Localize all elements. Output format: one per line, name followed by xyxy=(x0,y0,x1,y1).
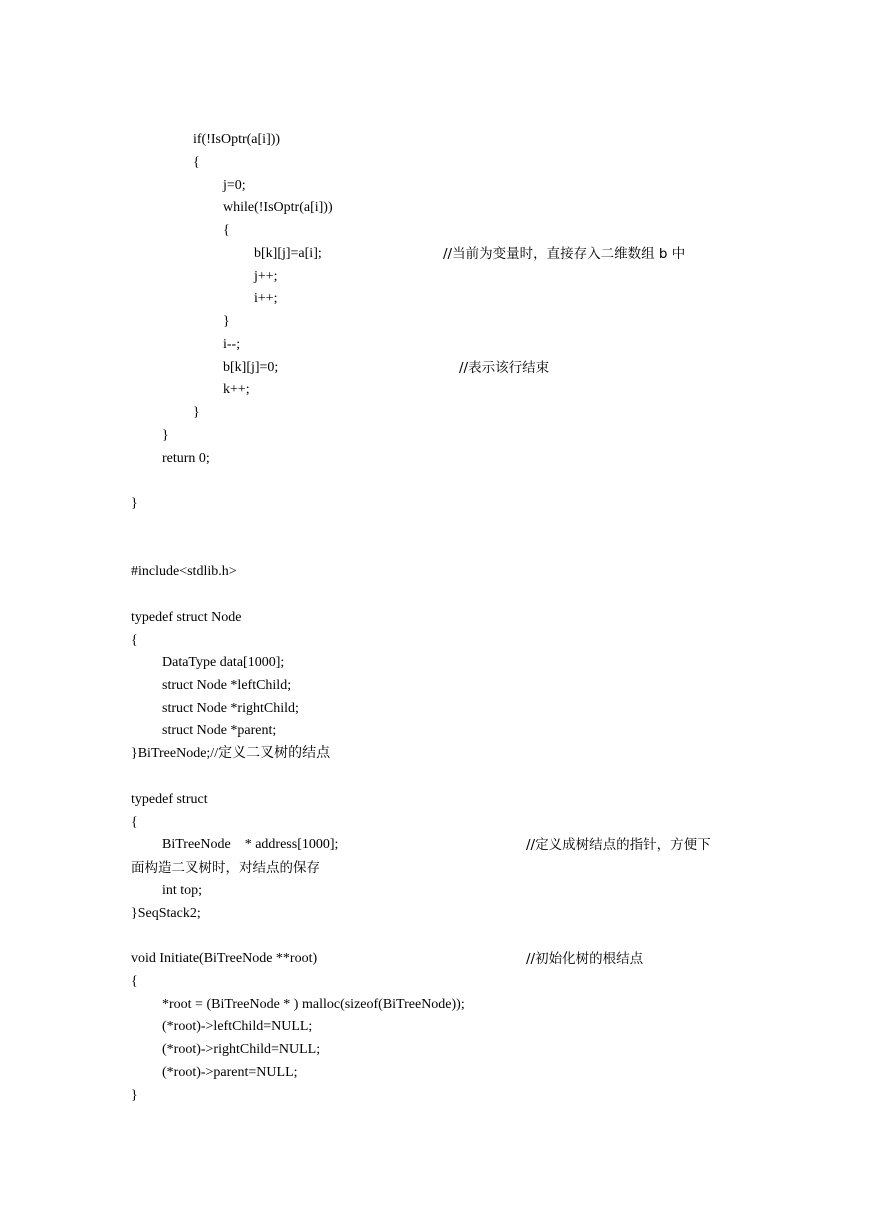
code-line: } xyxy=(131,496,138,511)
code-line: struct Node *rightChild; xyxy=(162,701,299,716)
code-line: { xyxy=(131,633,138,648)
code-line: while(!IsOptr(a[i])) xyxy=(223,200,333,215)
code-line: k++; xyxy=(223,382,250,397)
code-comment: //表示该行结束 xyxy=(459,360,550,376)
code-line: return 0; xyxy=(162,451,210,466)
code-comment: //初始化树的根结点 xyxy=(526,951,644,967)
code-line: if(!IsOptr(a[i])) xyxy=(193,132,281,147)
code-line: { xyxy=(223,223,230,238)
code-line: j++; xyxy=(254,269,278,284)
code-line: } xyxy=(131,1088,138,1103)
code-line: } xyxy=(223,314,230,329)
code-line: { xyxy=(193,155,200,170)
code-line: void Initiate(BiTreeNode **root) xyxy=(131,951,318,966)
code-line: j=0; xyxy=(223,178,246,193)
code-line: }BiTreeNode;//定义二叉树的结点 xyxy=(131,746,331,761)
code-line: { xyxy=(131,815,138,830)
code-line: BiTreeNode * address[1000]; xyxy=(162,837,339,852)
code-line: (*root)->parent=NULL; xyxy=(162,1065,298,1080)
code-line: typedef struct xyxy=(131,792,208,807)
code-line: int top; xyxy=(162,883,203,898)
code-line: (*root)->rightChild=NULL; xyxy=(162,1042,321,1057)
code-line: #include<stdlib.h> xyxy=(131,564,237,579)
code-line: (*root)->leftChild=NULL; xyxy=(162,1019,313,1034)
code-line: b[k][j]=0; xyxy=(223,360,279,375)
code-line: } xyxy=(193,405,200,420)
code-line: typedef struct Node xyxy=(131,610,242,625)
code-line: { xyxy=(131,974,138,989)
code-line: i--; xyxy=(223,337,241,352)
code-comment-continuation: 面构造二叉树时，对结点的保存 xyxy=(131,860,320,876)
code-comment: //当前为变量时，直接存入二维数组 b 中 xyxy=(443,246,686,262)
code-line: b[k][j]=a[i]; xyxy=(254,246,322,261)
code-comment: //定义成树结点的指针，方便下 xyxy=(526,837,711,853)
code-line: struct Node *leftChild; xyxy=(162,678,292,693)
code-line: i++; xyxy=(254,291,278,306)
code-line: struct Node *parent; xyxy=(162,723,277,738)
code-line: } xyxy=(162,428,169,443)
code-line: *root = (BiTreeNode * ) malloc(sizeof(BiTreeNode)); xyxy=(162,997,465,1012)
code-line: }SeqStack2; xyxy=(131,906,201,921)
code-line: DataType data[1000]; xyxy=(162,655,285,670)
